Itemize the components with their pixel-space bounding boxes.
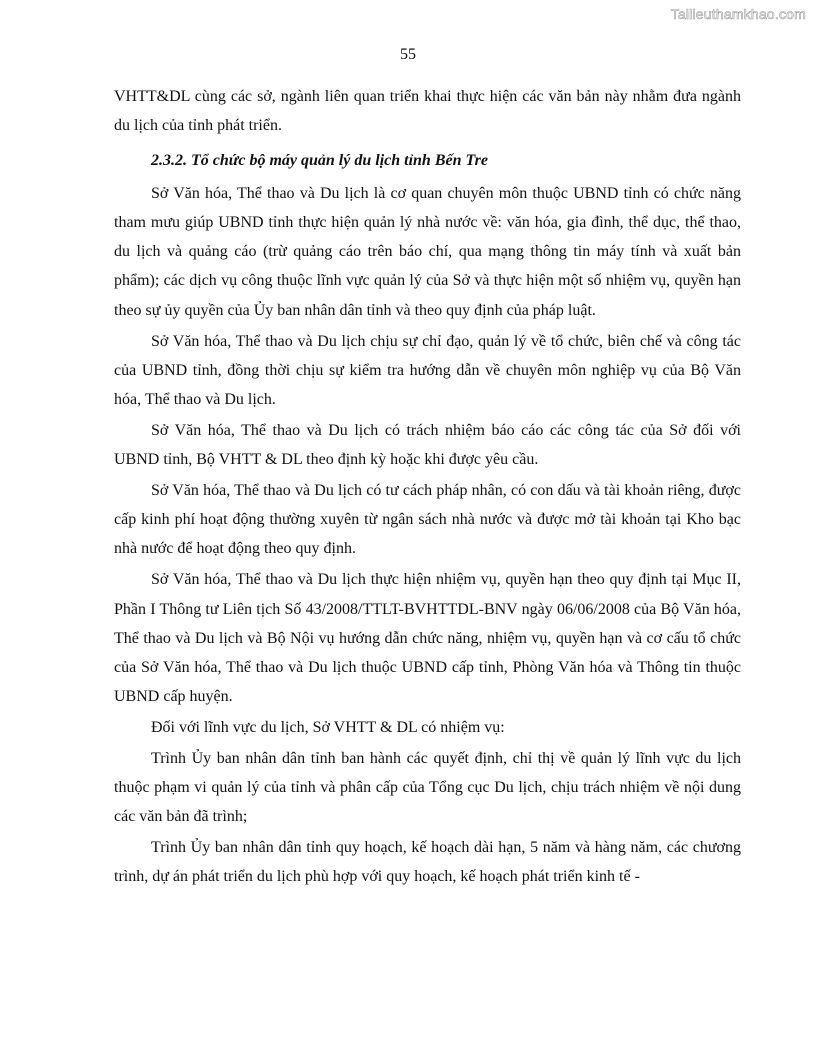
section-heading: 2.3.2. Tổ chức bộ máy quản lý du lịch tỉnh Bến Tre [151, 152, 489, 170]
paragraph-4: Sở Văn hóa, Thể thao và Du lịch có tư cách pháp nhân, có con dấu và tài khoản riêng, được cấp kinh phí hoạt động thường xuyên từ ngân sách nhà nước và được mở tài khoản tại Kho bạc nhà nước để hoạt động theo quy định. [114, 482, 741, 558]
page-number: 55 [400, 46, 416, 63]
paragraph-8: Trình Ủy ban nhân dân tỉnh quy hoạch, kế hoạch dài hạn, 5 năm và hàng năm, các chương trình, dự án phát triển du lịch phù hợp với quy hoạch, kế hoạch phát triển kinh tế - [114, 839, 741, 886]
watermark-text: Tailieuthamkhao.com [670, 6, 806, 22]
document-body [114, 82, 741, 893]
paragraph-7: Trình Ủy ban nhân dân tỉnh ban hành các quyết định, chỉ thị về quản lý lĩnh vực du lịch thuộc phạm vi quản lý của tỉnh và phân cấp của Tổng cục Du lịch, chịu trách nhiệm về nội dung các văn bản đã trình; [114, 749, 741, 826]
continuation-paragraph: VHTT&DL cùng các sở, ngành liên quan triển khai thực hiện các văn bản này nhằm đưa ngành du lịch của tỉnh phát triển. [114, 88, 741, 135]
paragraph-3: Sở Văn hóa, Thể thao và Du lịch có trách nhiệm báo cáo các công tác của Sở đối với UBND tỉnh, Bộ VHTT & DL theo định kỳ hoặc khi được yêu cầu. [114, 421, 741, 469]
paragraph-5: Sở Văn hóa, Thể thao và Du lịch thực hiện nhiệm vụ, quyền hạn theo quy định tại Mục II, Phần I Thông tư Liên tịch Số 43/2008/TTLT-BVHTTDL-BNV ngày 06/06/2008 của Bộ Văn hóa, Thể thao và Du lịch và Bộ Nội vụ hướng dẫn chức năng, nhiệm vụ, quyền hạn và cơ cấu tổ chức của Sở Văn hóa, Thể thao và Du lịch thuộc UBND cấp tỉnh, Phòng Văn hóa và Thông tin thuộc UBND cấp huyện. [114, 571, 741, 705]
paragraph-1: Sở Văn hóa, Thể thao và Du lịch là cơ quan chuyên môn thuộc UBND tỉnh có chức năng tham mưu giúp UBND tỉnh thực hiện quản lý nhà nước về: văn hóa, gia đình, thể dục, thể thao, du lịch và quảng cáo (trừ quảng cáo trên báo chí, qua mạng thông tin máy tính và xuất bản phẩm); các dịch vụ công thuộc lĩnh vực quản lý của Sở và thực hiện một số nhiệm vụ, quyền hạn theo sự ủy quyền của Ủy ban nhân dân tỉnh và theo quy định của pháp luật. [114, 185, 741, 319]
paragraph-6: Đối với lĩnh vực du lịch, Sở VHTT & DL có nhiệm vụ: [151, 718, 505, 736]
paragraph-2: Sở Văn hóa, Thể thao và Du lịch chịu sự chỉ đạo, quản lý về tổ chức, biên chế và công tác của UBND tỉnh, đồng thời chịu sự kiểm tra hướng dẫn về chuyên môn nghiệp vụ của Bộ Văn hóa, Thể thao và Du lịch. [114, 332, 741, 408]
